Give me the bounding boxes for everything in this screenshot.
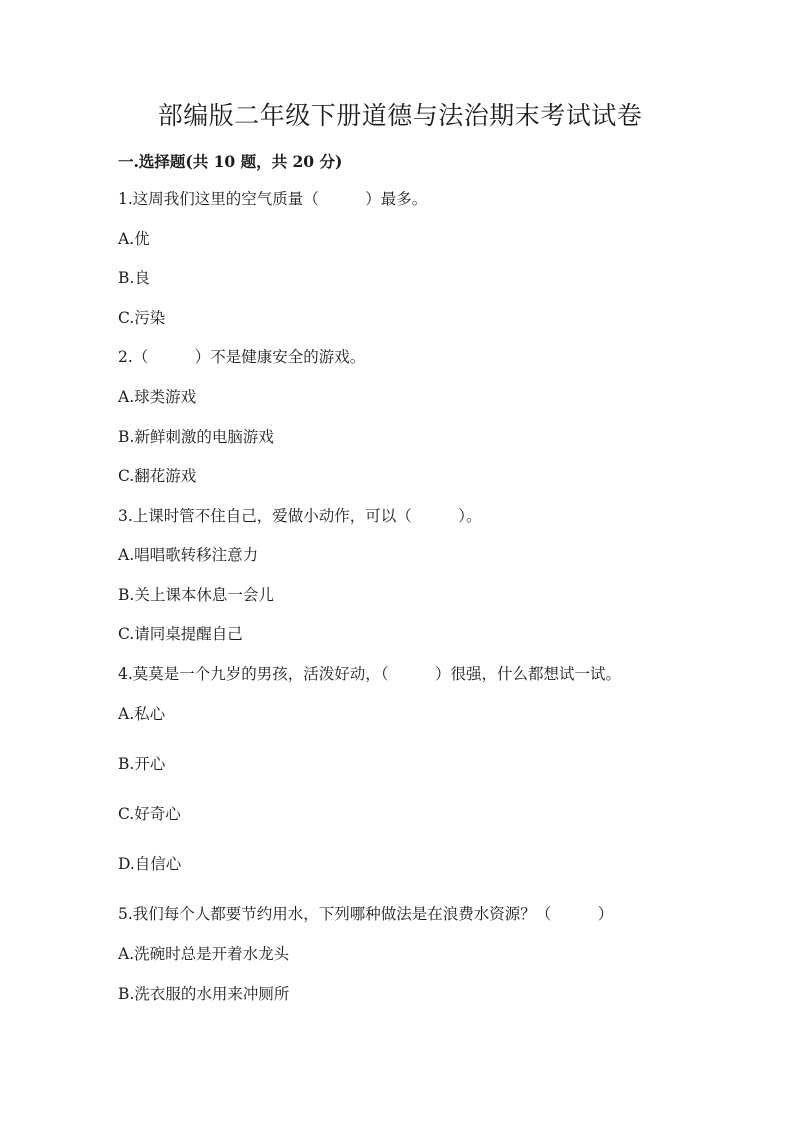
question-5-stem: 5.我们每个人都要节约用水，下列哪种做法是在浪费水资源？（ ） — [118, 905, 614, 923]
question-4-option-b: B.开心 — [118, 755, 166, 773]
section-heading: 一.选择题(共 10 题，共 20 分) — [118, 152, 343, 171]
question-2-option-b: B.新鲜刺激的电脑游戏 — [118, 428, 274, 446]
question-3-option-c: C.请同桌提醒自己 — [118, 625, 243, 643]
question-5-option-a: A.洗碗时总是开着水龙头 — [118, 945, 290, 963]
question-4-option-a: A.私心 — [118, 705, 166, 723]
question-4-option-d: D.自信心 — [118, 855, 182, 873]
question-4-stem: 4.莫莫是一个九岁的男孩，活泼好动，（ ）很强，什么都想试一试。 — [118, 665, 622, 683]
question-3-option-a: A.唱唱歌转移注意力 — [118, 546, 259, 564]
question-4-option-c: C.好奇心 — [118, 805, 181, 823]
question-1-option-a: A.优 — [118, 230, 150, 248]
question-1-option-b: B.良 — [118, 269, 150, 287]
question-3-stem: 3.上课时管不住自己，爱做小动作，可以（ ）。 — [118, 507, 482, 525]
question-5-option-b: B.洗衣服的水用来冲厕所 — [118, 985, 290, 1003]
question-2-stem: 2.（ ）不是健康安全的游戏。 — [118, 348, 366, 366]
page-title: 部编版二年级下册道德与法治期末考试试卷 — [157, 101, 643, 130]
question-3-option-b: B.关上课本休息一会儿 — [118, 586, 274, 604]
question-2-option-a: A.球类游戏 — [118, 388, 197, 406]
question-1-option-c: C.污染 — [118, 309, 166, 327]
question-2-option-c: C.翻花游戏 — [118, 467, 197, 485]
question-1-stem: 1.这周我们这里的空气质量（ ）最多。 — [118, 190, 428, 208]
